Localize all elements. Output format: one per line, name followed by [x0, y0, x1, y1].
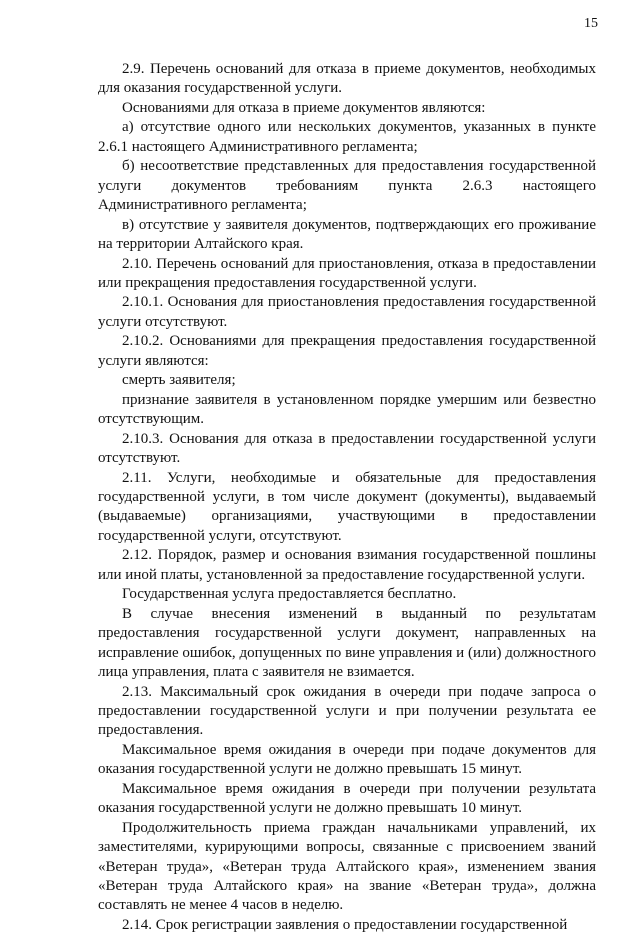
paragraph-2-10-1: 2.10.1. Основания для приостановления предоставления государственной услуги отсутствуют.	[98, 294, 596, 330]
paragraph-2-10-3: 2.10.3. Основания для отказа в предоставлении государственной услуги отсутствуют.	[98, 430, 596, 467]
paragraph-2-10: 2.10. Перечень оснований для приостановления, отказа в предоставлении или прекращения предоставления государственной услуги.	[98, 255, 596, 291]
list-item-a: а) отсутствие одного или нескольких документов, указанных в пункте 2.6.1 настоящего Административного регламента;	[98, 119, 596, 155]
paragraph-2-12: 2.12. Порядок, размер и основания взимания государственной пошлины или иной платы, установленной за предоставление государственной услуги.	[98, 547, 596, 583]
paragraph-2-10-2: 2.10.2. Основаниями для прекращения предоставления государственной услуги являются:	[98, 333, 596, 369]
list-item-b: б) несоответствие представленных для предоставления государственной услуги документов требованиям пункта 2.6.3 настоящего Административного регламента;	[98, 158, 596, 214]
paragraph-free-of-charge: Государственная услуга предоставляется бесплатно.	[122, 586, 457, 603]
paragraph-2-14: 2.14. Срок регистрации заявления о предоставлении государственной	[122, 916, 568, 933]
termination-ground-death: смерть заявителя;	[122, 372, 236, 389]
termination-ground-declared-dead: признание заявителя в установленном порядке умершим или безвестно отсутствующим.	[98, 391, 596, 428]
paragraph-wait-submission: Максимальное время ожидания в очереди при подаче документов для оказания государственной услуги не должно превышать 15 минут.	[98, 741, 596, 778]
page-number: 15	[584, 16, 598, 31]
paragraph-reception-hours: Продолжительность приема граждан начальниками управлений, их заместителями, курирующими вопросы, связанные с присвоением званий «Ветеран труда», «Ветеран труда Алтайского края», изменением звания «Ветеран труда Алтайского края» на звание «Ветеран труда», должна составлять не менее 4 часов в неделю.	[98, 819, 596, 914]
paragraph-2-11: 2.11. Услуги, необходимые и обязательные для предоставления государственной услуги, в том числе документ (документы), выдаваемый (выдаваемые) организациями, участвующими в предоставлении государственной услуги, отсутствуют.	[98, 469, 596, 544]
list-item-v: в) отсутствие у заявителя документов, подтверждающих его проживание на территории Алтайского края.	[98, 216, 596, 253]
paragraph-wait-result: Максимальное время ожидания в очереди при получении результата оказания государственной услуги не должно превышать 10 минут.	[98, 780, 596, 817]
paragraph-refusal-grounds-intro: Основаниями для отказа в приеме документов являются:	[122, 99, 486, 116]
paragraph-2-13: 2.13. Максимальный срок ожидания в очереди при подаче запроса о предоставлении государственной услуги и при получении результата ее предоставления.	[98, 683, 596, 739]
paragraph-corrections-no-fee: В случае внесения изменений в выданный по результатам предоставления государственной услуги документ, направленных на исправление ошибок, допущенных по вине управления и (или) должностного лица управления, плата с заявителя не взимается.	[98, 605, 596, 681]
document-body	[98, 60, 596, 935]
paragraph-2-9: 2.9. Перечень оснований для отказа в приеме документов, необходимых для оказания государственной услуги.	[98, 61, 596, 97]
